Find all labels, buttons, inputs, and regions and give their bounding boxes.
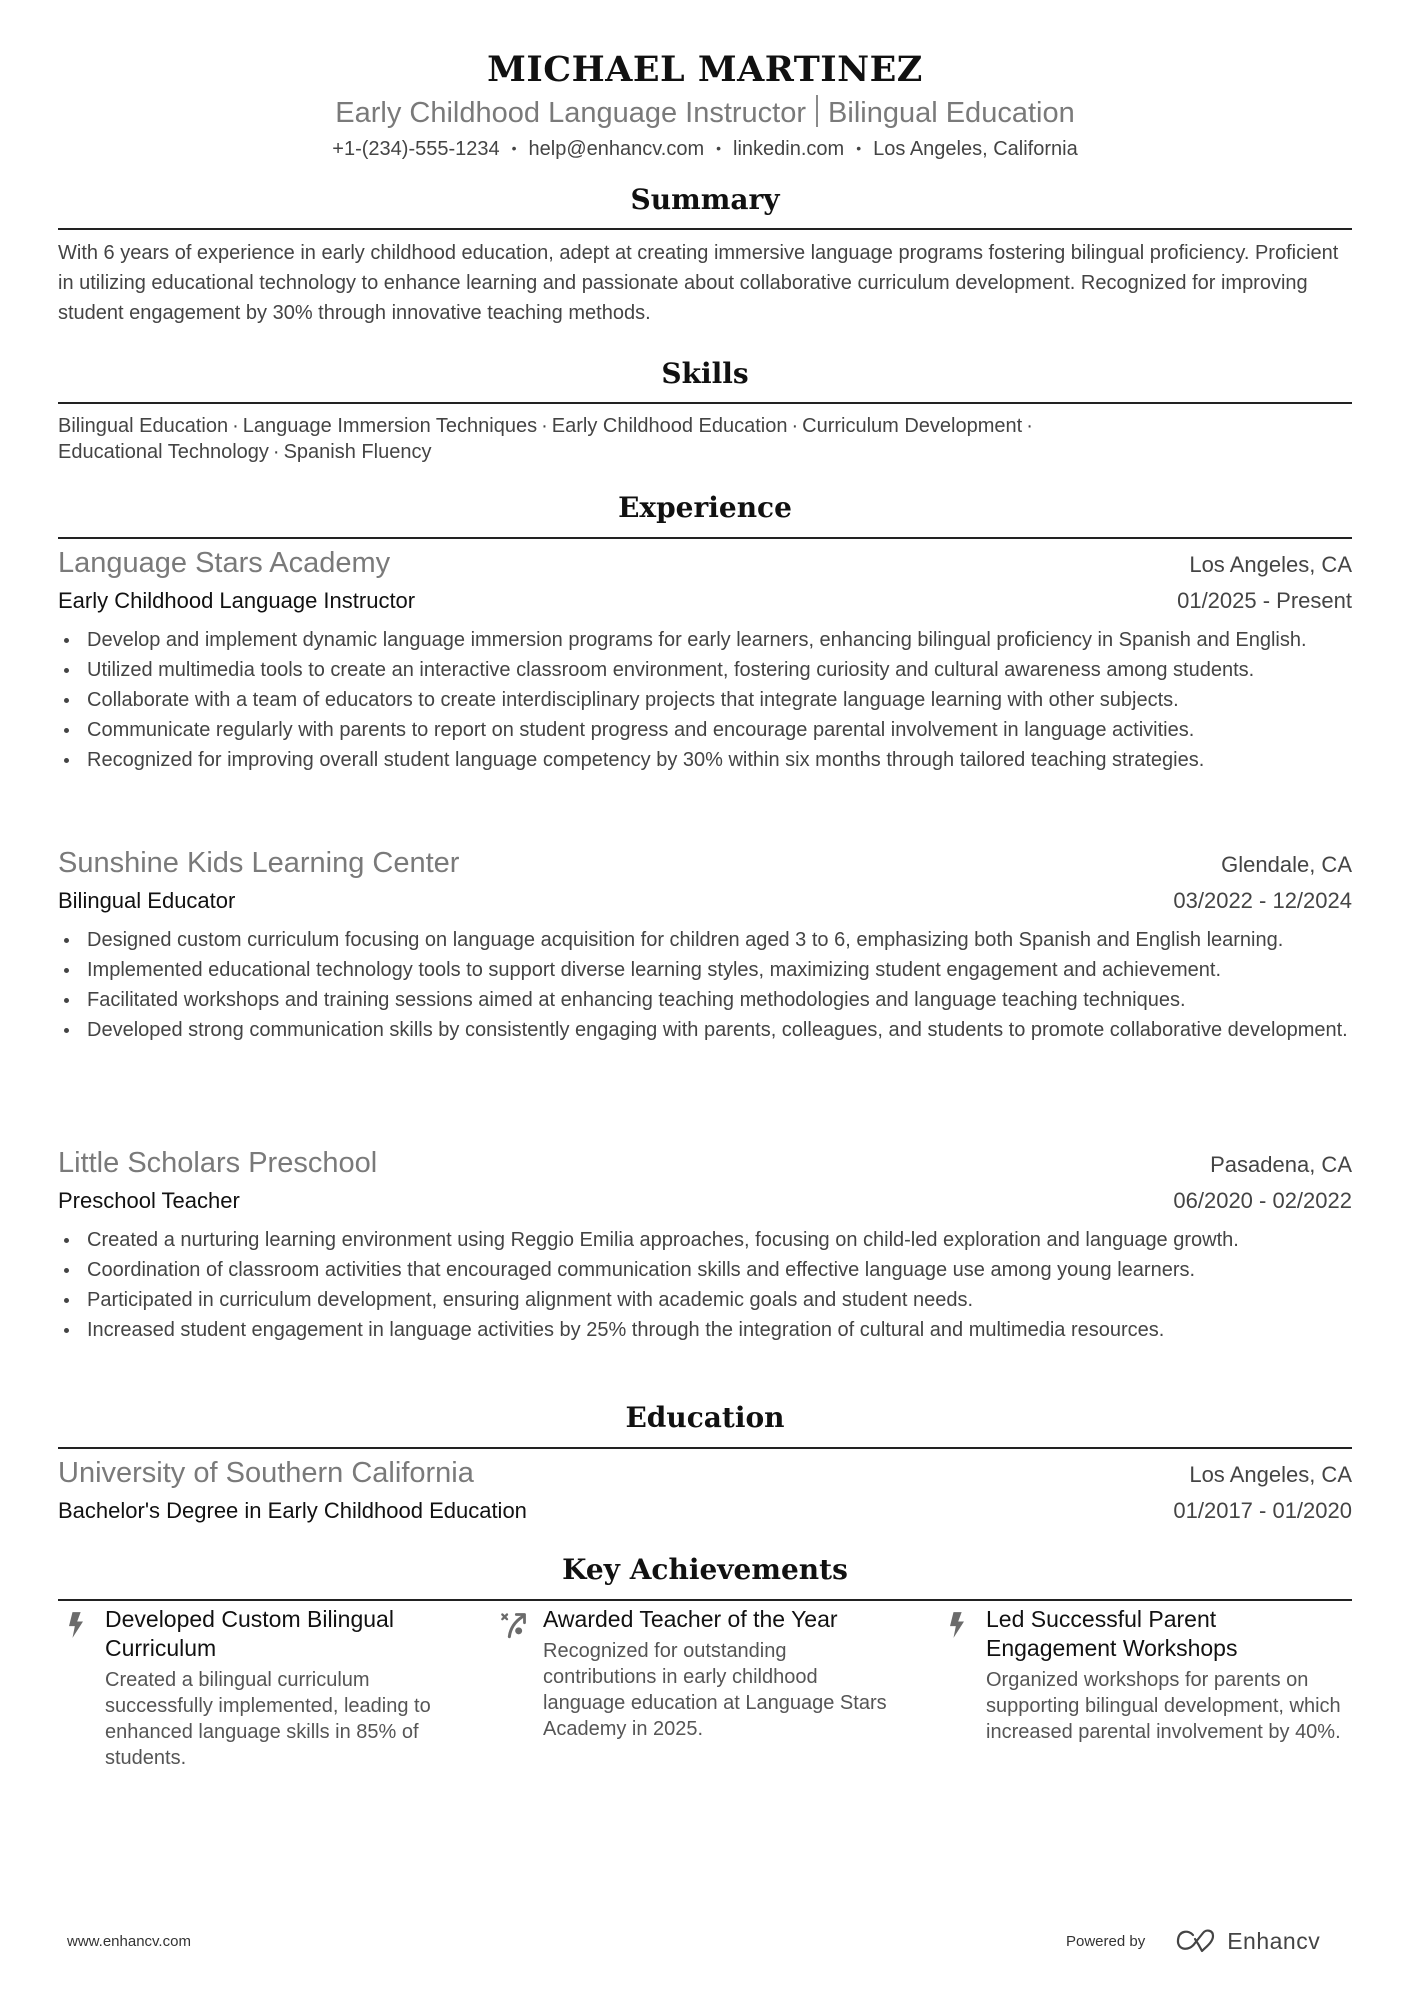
- skill-separator: ·: [1026, 415, 1033, 437]
- job-dates: 03/2022 - 12/2024: [1173, 888, 1352, 913]
- section-title-achievements: Key Achievements: [562, 1553, 848, 1586]
- section-divider: [58, 537, 1352, 539]
- achievement-title: Developed Custom Bilingual Curriculum: [105, 1606, 394, 1661]
- education-entry: [58, 1455, 1352, 1529]
- title-divider: [816, 95, 818, 127]
- title-secondary: Bilingual Education: [828, 97, 1075, 129]
- candidate-name: MICHAEL MARTINEZ: [487, 49, 923, 90]
- skills-list: [58, 413, 1208, 465]
- lightning-bolt-icon: [943, 1611, 971, 1639]
- achievement-description: Created a bilingual curriculum successfully implemented, leading to enhanced language skills in 85% of students.: [105, 1669, 431, 1769]
- lightning-bolt-icon: [62, 1611, 90, 1639]
- strategy-arrow-icon: [500, 1611, 528, 1639]
- footer-website[interactable]: www.enhancv.com: [67, 1933, 191, 1950]
- title-primary: Early Childhood Language Instructor: [335, 97, 807, 129]
- enhancv-logo-icon: [1173, 1927, 1221, 1955]
- resume-header: [58, 46, 1352, 163]
- footer-branding: [1066, 1926, 1320, 1956]
- school-name: University of Southern California: [58, 1457, 474, 1489]
- section-divider: [58, 228, 1352, 230]
- section-divider: [58, 1447, 1352, 1449]
- contact-separator: •: [856, 140, 862, 156]
- company-name: Little Scholars Preschool: [58, 1147, 378, 1179]
- powered-by-label: Powered by: [1066, 1932, 1146, 1950]
- skill-separator: ·: [232, 415, 239, 437]
- job-bullet: Increased student engagement in language activities by 25% through the integration of cultural and multimedia resources.: [58, 1315, 1352, 1345]
- contact-separator: •: [511, 140, 517, 156]
- contact-separator: •: [716, 140, 722, 156]
- skill-item: Curriculum Development: [802, 415, 1023, 437]
- school-location: Los Angeles, CA: [1189, 1462, 1352, 1487]
- job-bullets: [58, 925, 1352, 1045]
- company-name: Language Stars Academy: [58, 547, 391, 579]
- experience-entry: [58, 1145, 1352, 1345]
- job-bullets: [58, 625, 1352, 775]
- job-bullets: [58, 1225, 1352, 1345]
- job-bullet: Developed strong communication skills by consistently engaging with parents, colleagues, and students to promote collaborative development.: [58, 1015, 1352, 1045]
- job-bullet: Communicate regularly with parents to report on student progress and encourage parental involvement in language activities.: [58, 715, 1352, 745]
- contact-linkedin[interactable]: linkedin.com: [733, 138, 845, 160]
- education-dates: 01/2017 - 01/2020: [1173, 1498, 1352, 1523]
- section-title-education: Education: [625, 1401, 785, 1434]
- job-bullet: Facilitated workshops and training sessions aimed at enhancing teaching methodologies and language teaching techniques.: [58, 985, 1352, 1015]
- job-dates: 01/2025 - Present: [1177, 588, 1352, 613]
- job-bullet: Implemented educational technology tools to support diverse learning styles, maximizing student engagement and achievement.: [58, 955, 1352, 985]
- summary-text: With 6 years of experience in early childhood education, adept at creating immersive language programs fostering bilingual proficiency. Proficient in utilizing educational technology to enhance learning and passionate about collaborative curriculum development. Recognized for improving student engagement by 30% through innovative teaching methods.: [58, 242, 1339, 324]
- candidate-title: [58, 94, 1352, 132]
- job-location: Los Angeles, CA: [1189, 552, 1352, 577]
- skill-item: Educational Technology: [58, 441, 269, 463]
- skill-item: Spanish Fluency: [283, 441, 432, 463]
- company-name: Sunshine Kids Learning Center: [58, 847, 460, 879]
- achievement-item: [943, 1605, 1343, 1745]
- experience-entry: [58, 545, 1352, 775]
- job-dates: 06/2020 - 02/2022: [1173, 1188, 1352, 1213]
- job-bullet: Collaborate with a team of educators to create interdisciplinary projects that integrate language learning with other subjects.: [58, 685, 1352, 715]
- contact-info: [58, 134, 1352, 163]
- skill-item: Language Immersion Techniques: [242, 415, 538, 437]
- skill-separator: ·: [272, 441, 280, 463]
- skill-separator: ·: [791, 415, 799, 437]
- section-title-summary: Summary: [630, 183, 780, 216]
- contact-email[interactable]: help@enhancv.com: [528, 138, 705, 160]
- contact-phone: +1-(234)-555-1234: [332, 138, 500, 160]
- section-title-skills: Skills: [661, 357, 749, 390]
- job-bullet: Develop and implement dynamic language immersion programs for early learners, enhancing bilingual proficiency in Spanish and English.: [58, 625, 1352, 655]
- degree: Bachelor's Degree in Early Childhood Education: [58, 1498, 527, 1523]
- achievement-title: Led Successful Parent Engagement Workshops: [986, 1606, 1238, 1661]
- section-divider: [58, 1599, 1352, 1601]
- job-bullet: Created a nurturing learning environment using Reggio Emilia approaches, focusing on child-led exploration and language growth.: [58, 1225, 1352, 1255]
- achievement-item: [62, 1605, 462, 1771]
- job-bullet: Designed custom curriculum focusing on language acquisition for children aged 3 to 6, emphasizing both Spanish and English learning.: [58, 925, 1352, 955]
- brand-name: Enhancv: [1227, 1927, 1321, 1954]
- achievement-title: Awarded Teacher of the Year: [543, 1606, 838, 1632]
- achievement-description: Recognized for outstanding contributions in early childhood language education at Language Stars Academy in 2025.: [543, 1640, 887, 1740]
- experience-entry: [58, 845, 1352, 1045]
- job-bullet: Recognized for improving overall student language competency by 30% within six months through tailored teaching strategies.: [58, 745, 1352, 775]
- job-location: Pasadena, CA: [1210, 1152, 1352, 1177]
- achievement-description: Organized workshops for parents on supporting bilingual development, which increased parental involvement by 40%.: [986, 1669, 1341, 1743]
- job-role: Early Childhood Language Instructor: [58, 588, 416, 613]
- skill-item: Bilingual Education: [58, 415, 229, 437]
- achievement-item: [500, 1605, 900, 1742]
- section-divider: [58, 402, 1352, 404]
- section-title-experience: Experience: [618, 491, 792, 524]
- job-bullet: Utilized multimedia tools to create an interactive classroom environment, fostering curiosity and cultural awareness among students.: [58, 655, 1352, 685]
- skill-separator: ·: [541, 415, 548, 437]
- job-bullet: Participated in curriculum development, ensuring alignment with academic goals and student needs.: [58, 1285, 1352, 1315]
- job-role: Bilingual Educator: [58, 888, 236, 913]
- contact-location: Los Angeles, California: [873, 138, 1078, 160]
- skill-item: Early Childhood Education: [551, 415, 788, 437]
- job-bullet: Coordination of classroom activities that encouraged communication skills and effective language use among young learners.: [58, 1255, 1352, 1285]
- job-role: Preschool Teacher: [58, 1188, 240, 1213]
- job-location: Glendale, CA: [1221, 852, 1352, 877]
